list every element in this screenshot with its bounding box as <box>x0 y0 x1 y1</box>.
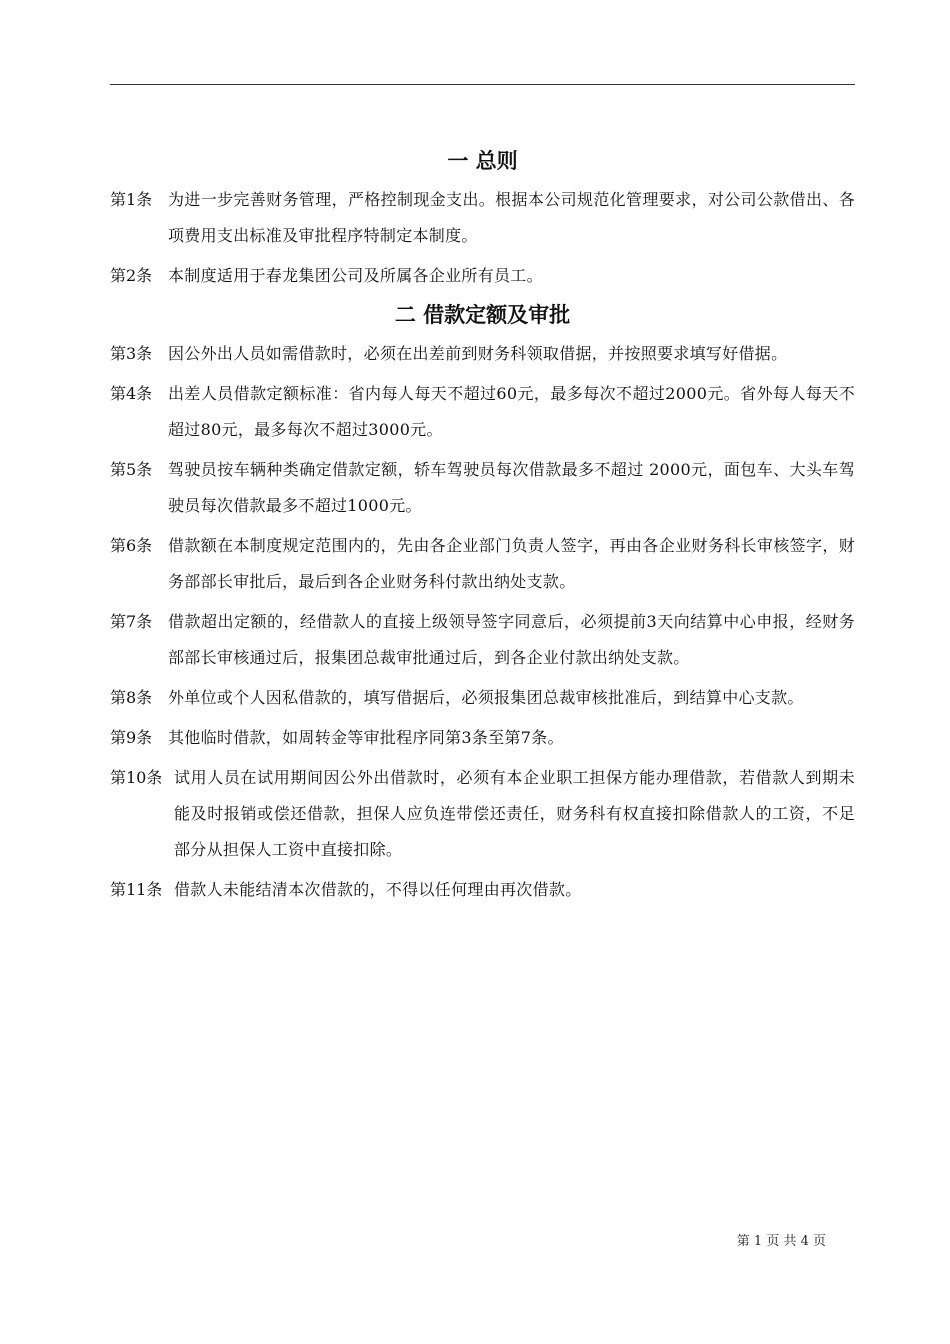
article-number: 第9条 <box>110 728 153 747</box>
article-number: 第10条 <box>110 768 163 787</box>
article-7 <box>110 604 855 676</box>
article-text: 外单位或个人因私借款的，填写借据后，必须报集团总裁审核批准后，到结算中心支款。 <box>168 688 804 707</box>
article-4 <box>110 376 855 448</box>
article-3 <box>110 336 855 372</box>
section-title-general: 一 总则 <box>447 149 518 173</box>
article-text: 借款额在本制度规定范围内的，先由各企业部门负责人签字，再由各企业财务科长审核签字，财务部部长审批后，最后到各企业财务科付款出纳处支款。 <box>168 536 855 591</box>
document-body <box>110 140 855 912</box>
article-text: 借款超出定额的，经借款人的直接上级领导签字同意后，必须提前3天向结算中心申报，经财务部部长审核通过后，报集团总裁审批通过后，到各企业付款出纳处支款。 <box>168 612 855 667</box>
page-number: 第 1 页 共 4 页 <box>736 1234 826 1249</box>
article-9 <box>110 720 855 756</box>
article-10 <box>110 760 855 868</box>
article-6 <box>110 528 855 600</box>
article-text: 借款人未能结清本次借款的，不得以任何理由再次借款。 <box>174 880 582 899</box>
article-number: 第1条 <box>110 190 153 209</box>
article-number: 第5条 <box>110 460 153 479</box>
article-number: 第2条 <box>110 266 153 285</box>
article-text: 其他临时借款，如周转金等审批程序同第3条至第7条。 <box>168 728 564 747</box>
section-title-loan-quota: 二 借款定额及审批 <box>394 303 571 327</box>
article-number: 第3条 <box>110 344 153 363</box>
article-2 <box>110 258 855 294</box>
article-text: 本制度适用于春龙集团公司及所属各企业所有员工。 <box>168 266 543 285</box>
article-11 <box>110 872 855 908</box>
article-text: 出差人员借款定额标准：省内每人每天不超过60元，最多每次不超过2000元。省外每人每天不超过80元，最多每次不超过3000元。 <box>168 384 855 439</box>
article-text: 试用人员在试用期间因公外出借款时，必须有本企业职工担保方能办理借款，若借款人到期未能及时报销或偿还借款，担保人应负连带偿还责任，财务科有权直接扣除借款人的工资，不足部分从担保人工资中直接扣除。 <box>174 768 855 859</box>
article-text: 为进一步完善财务管理，严格控制现金支出。根据本公司规范化管理要求，对公司公款借出、各项费用支出标准及审批程序特制定本制度。 <box>168 190 855 245</box>
article-number: 第8条 <box>110 688 153 707</box>
article-1 <box>110 182 855 254</box>
article-number: 第6条 <box>110 536 153 555</box>
article-text: 因公外出人员如需借款时，必须在出差前到财务科领取借据，并按照要求填写好借据。 <box>168 344 788 363</box>
header-rule <box>110 84 855 85</box>
article-text: 驾驶员按车辆种类确定借款定额，轿车驾驶员每次借款最多不超过 2000元，面包车、大头车驾驶员每次借款最多不超过1000元。 <box>168 460 855 515</box>
article-number: 第11条 <box>110 880 163 899</box>
article-number: 第4条 <box>110 384 153 403</box>
article-8 <box>110 680 855 716</box>
article-5 <box>110 452 855 524</box>
article-number: 第7条 <box>110 612 153 631</box>
